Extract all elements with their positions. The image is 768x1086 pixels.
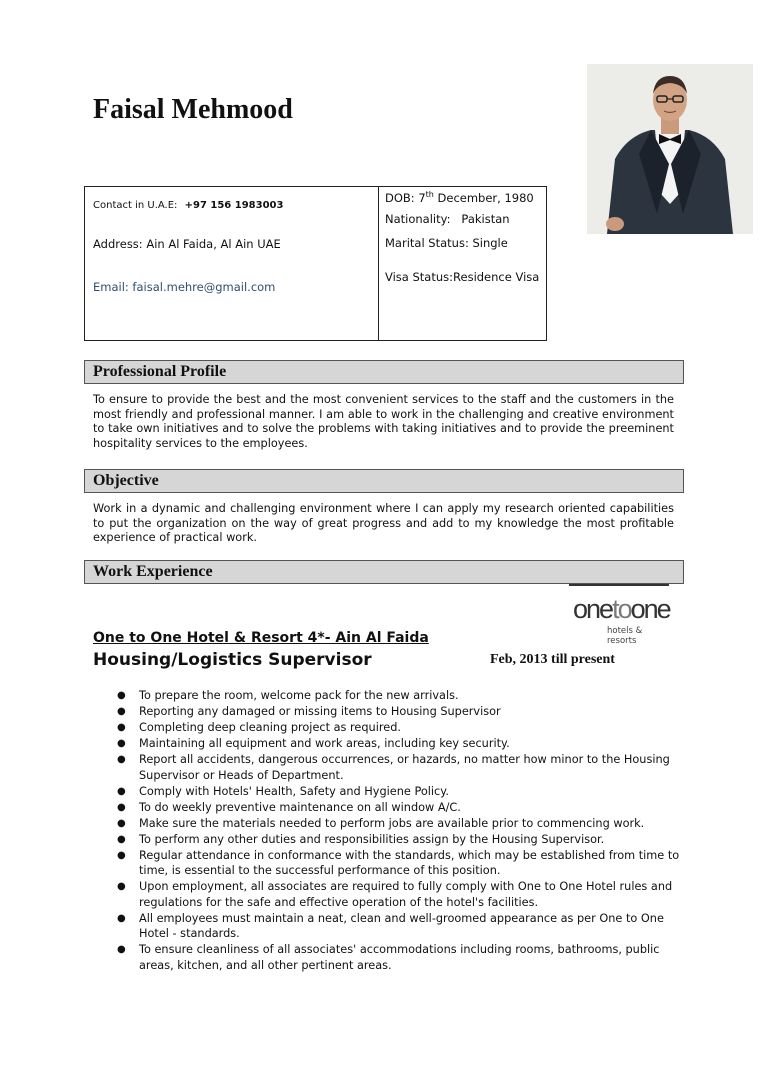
duty-text: Maintaining all equipment and work areas, including key security.: [139, 737, 510, 750]
duty-text: Report all accidents, dangerous occurrences, or hazards, no matter how minor to the Housing Supervisor or Heads of Department.: [139, 753, 670, 782]
list-item: [93, 816, 683, 832]
list-item: [93, 879, 683, 910]
duty-text: Completing deep cleaning project as required.: [139, 721, 401, 734]
contact-phone: +97 156 1983003: [184, 200, 284, 211]
bullet-icon: ●: [117, 706, 126, 717]
duty-text: To perform any other duties and responsibilities assign by the Housing Supervisor.: [139, 832, 605, 846]
bullet-icon: ●: [117, 722, 126, 733]
list-item: [93, 942, 683, 973]
job-title: Housing/Logistics Supervisor: [93, 650, 372, 670]
duties-list: [93, 688, 683, 974]
duty-text: Make sure the materials needed to perform jobs are available prior to commencing work.: [139, 816, 645, 830]
list-item: [93, 784, 683, 800]
bullet-icon: ●: [117, 801, 126, 813]
bullet-icon: ●: [117, 833, 126, 845]
list-item: [93, 832, 683, 848]
logo-wordmark: [573, 596, 670, 622]
list-item: [93, 848, 683, 879]
bullet-icon: ●: [117, 738, 126, 749]
bullet-icon: ●: [117, 944, 126, 955]
section-title-profile: Professional Profile: [93, 363, 227, 380]
dob-prefix: DOB: 7: [385, 190, 426, 205]
duty-text: Reporting any damaged or missing items to Housing Supervisor: [139, 705, 501, 718]
dob: [385, 190, 534, 205]
list-item: [93, 704, 683, 720]
section-title-work: Work Experience: [93, 563, 213, 580]
contact-phone-label: Contact in U.A.E:: [93, 200, 178, 211]
dob-suffix: December, 1980: [433, 190, 534, 205]
section-header-work: [84, 560, 684, 584]
duty-text: All employees must maintain a neat, clean and well-groomed appearance as per One to One Hotel - standards.: [139, 911, 664, 940]
section-title-objective: Objective: [93, 472, 159, 489]
logo-part-one-2: one: [630, 594, 670, 624]
contact-phone-row: [93, 200, 283, 211]
contact-address: Address: Ain Al Faida, Al Ain UAE: [93, 237, 281, 251]
section-header-objective: [84, 469, 684, 493]
bullet-icon: ●: [117, 912, 126, 924]
nationality: Nationality: Pakistan: [385, 212, 510, 226]
bullet-icon: ●: [117, 785, 126, 797]
bullet-icon: ●: [117, 754, 126, 765]
job-date: Feb, 2013 till present: [490, 652, 615, 667]
list-item: [93, 688, 683, 704]
profile-text: To ensure to provide the best and the most convenient services to the staff and the customers in the most friendly and professional manner. I am able to work in the challenging and creative environment to take own initiatives and to solve the problems with taking initiatives and to provide the preeminent hospitality services to the employees.: [93, 393, 674, 450]
section-header-profile: [84, 360, 684, 384]
visa-status: Visa Status:Residence Visa: [385, 270, 540, 284]
portrait-illustration: [587, 64, 753, 234]
logo-part-one: one: [573, 594, 613, 624]
marital-status: Marital Status: Single: [385, 236, 508, 250]
duty-text: Upon employment, all associates are required to fully comply with One to One Hotel rules and regulations for the safe and effective operation of the hotel's facilities.: [139, 880, 673, 909]
bullet-icon: ●: [117, 849, 126, 861]
duty-text: Regular attendance in conformance with the standards, which may be established from time to time, is essential to the successful performance of this position.: [139, 848, 680, 877]
contact-email[interactable]: Email: faisal.mehre@gmail.com: [93, 280, 276, 294]
objective-text: Work in a dynamic and challenging environment where I can apply my research oriented capabilities to put the organization on the way of great progress and add to my knowledge the most profitable experience of practical work.: [93, 502, 674, 544]
bullet-icon: ●: [117, 690, 126, 701]
bullet-icon: ●: [117, 881, 126, 892]
profile-photo: [587, 64, 753, 234]
company-name: One to One Hotel & Resort 4*- Ain Al Faida: [93, 630, 429, 646]
logo-subtitle: hotels & resorts: [607, 626, 643, 646]
bullet-icon: ●: [117, 817, 126, 829]
company-logo: [569, 584, 670, 646]
candidate-name: Faisal Mehmood: [93, 94, 293, 125]
duty-text: To do weekly preventive maintenance on all window A/C.: [139, 800, 461, 814]
list-item: [93, 752, 683, 783]
dob-sup: th: [425, 190, 434, 199]
duty-text: To prepare the room, welcome pack for the new arrivals.: [139, 689, 459, 702]
table-divider: [378, 186, 379, 341]
logo-part-to: to: [612, 594, 631, 624]
list-item: [93, 800, 683, 816]
list-item: [93, 720, 683, 736]
duty-text: Comply with Hotels' Health, Safety and Hygiene Policy.: [139, 784, 449, 798]
duty-text: To ensure cleanliness of all associates' accommodations including rooms, bathrooms, public areas, kitchen, and all other pertinent areas.: [139, 943, 660, 972]
list-item: [93, 736, 683, 752]
list-item: [93, 911, 683, 942]
